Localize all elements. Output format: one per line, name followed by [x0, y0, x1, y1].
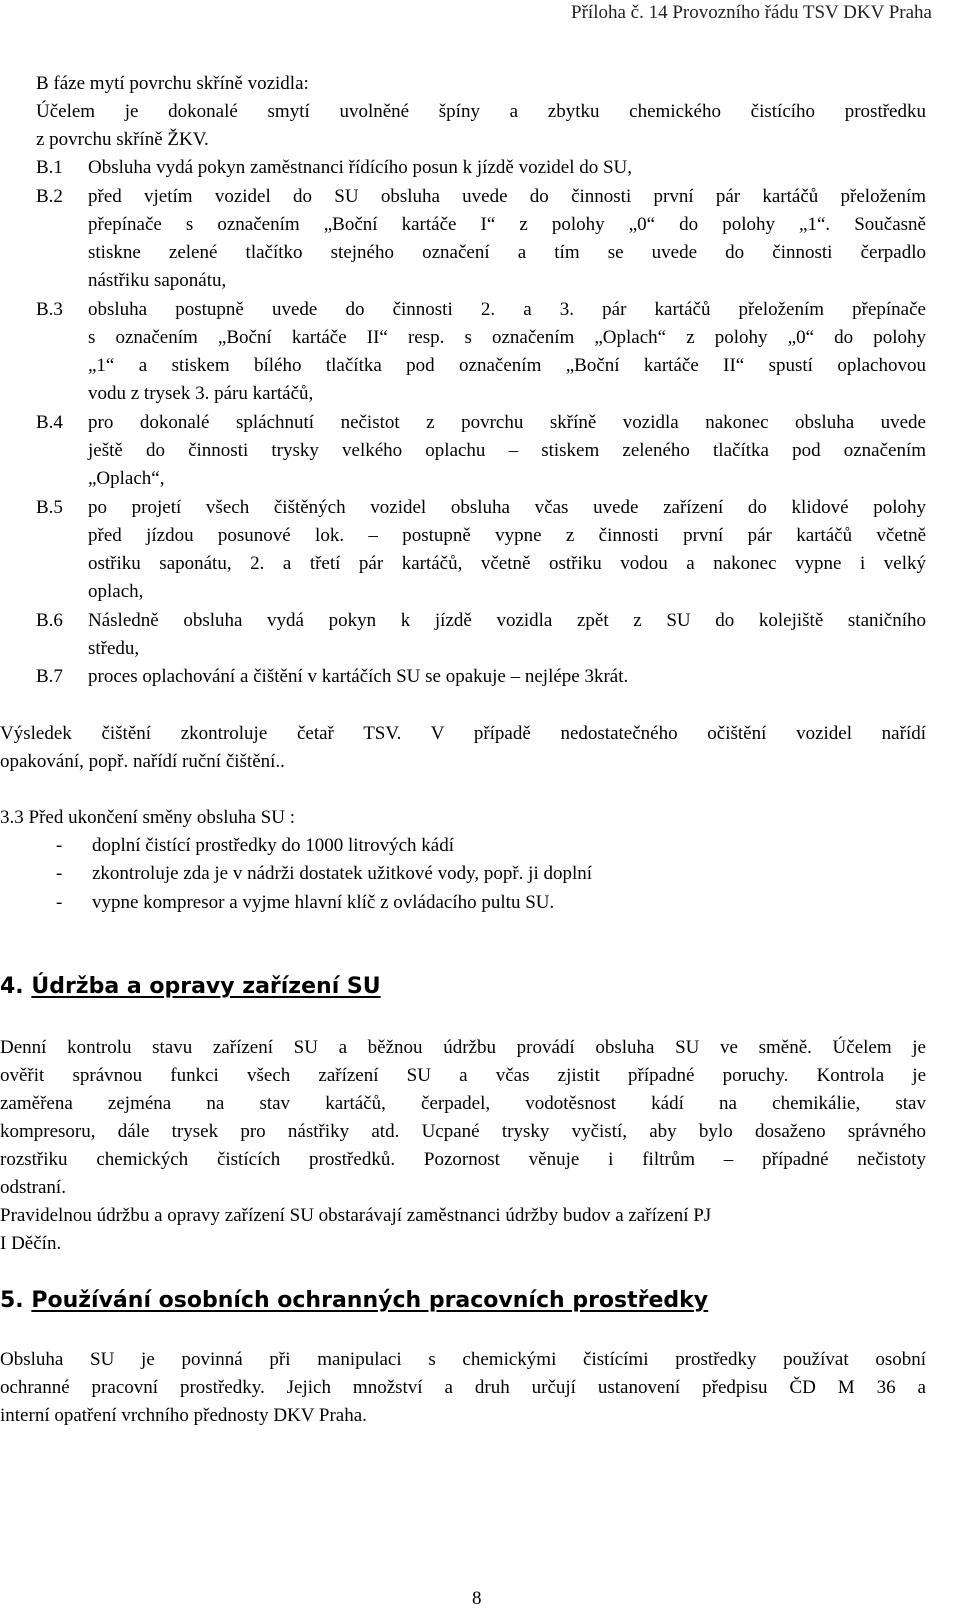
section-5-paragraph-line: interní opatření vrchního přednosty DKV Praha. [0, 1405, 367, 1426]
item-text-line: „1“ a stiskem bílého tlačítka pod označením „Boční kartáče II“ spustí oplachovou [88, 355, 926, 376]
item-text-line: s označením „Boční kartáče II“ resp. s označením „Oplach“ z polohy „0“ do polohy [88, 327, 926, 348]
item-text-line: ještě do činnosti trysky velkého oplachu – stiskem zeleného tlačítka pod označením [88, 440, 926, 461]
item-text-line: středu, [88, 638, 140, 659]
section-4-paragraph-line: rozstřiku chemických čistících prostředků. Pozornost věnuje i filtrům – případné nečistoty [0, 1149, 926, 1170]
list-item: zkontroluje zda je v nádrži dostatek užitkové vody, popř. ji doplní [92, 863, 593, 884]
section-4-heading [0, 972, 381, 1002]
section-4-paragraph-line: Pravidelnou údržbu a opravy zařízení SU obstarávají zaměstnanci údržby budov a zařízení PJ [0, 1205, 712, 1226]
section-4-paragraph-line: zaměřena zejména na stav kartáčů, čerpadel, vodotěsnost kádí na chemikálie, stav [0, 1093, 926, 1114]
item-number: B.5 [36, 497, 63, 518]
item-text-line: Obsluha vydá pokyn zaměstnanci řídícího posun k jízdě vozidel do SU, [88, 157, 633, 178]
section-4-number: 4. [0, 974, 24, 999]
item-text-line: „Oplach“, [88, 468, 165, 489]
result-paragraph-line: Výsledek čištění zkontroluje četař TSV. V případě nedostatečného očištění vozidel nařídí [0, 723, 926, 744]
section-5-heading [0, 1286, 708, 1316]
item-text-line: stiskne zelené tlačítko stejného označení a tím se uvede do činnosti čerpadlo [88, 242, 926, 263]
item-number: B.6 [36, 610, 63, 631]
item-number: B.3 [36, 299, 63, 320]
section-4-paragraph-line: ověřit správnou funkci všech zařízení SU a včas zjistit případné poruchy. Kontrola je [0, 1065, 926, 1086]
phase-b-title: B fáze mytí povrchu skříně vozidla: [36, 73, 309, 94]
section-5-title: Používání osobních ochranných pracovních prostředky [31, 1288, 709, 1313]
item-number: B.7 [36, 666, 63, 687]
section-5-number: 5. [0, 1288, 24, 1313]
item-number: B.1 [36, 157, 63, 178]
section-4-title: Údržba a opravy zařízení SU [31, 974, 381, 999]
section-4-paragraph-line: odstraní. [0, 1177, 66, 1198]
item-number: B.4 [36, 412, 63, 433]
item-text-line: před vjetím vozidel do SU obsluha uvede do činnosti první pár kartáčů přeložením [88, 186, 926, 207]
item-text-line: pro dokonalé spláchnutí nečistot z povrchu skříně vozidla nakonec obsluha uvede [88, 412, 926, 433]
section-4-paragraph-line: kompresoru, dále trysek pro nástřiky atd. Ucpané trysky vyčistí, aby bylo dosaženo správného [0, 1121, 926, 1142]
list-item: doplní čistící prostředky do 1000 litrových kádí [92, 835, 455, 856]
phase-b-purpose-line: Účelem je dokonalé smytí uvolněné špíny a zbytku chemického čistícího prostředku [36, 101, 926, 122]
item-text-line: obsluha postupně uvede do činnosti 2. a 3. pár kartáčů přeložením přepínače [88, 299, 926, 320]
page-number: 8 [472, 1588, 482, 1609]
list-dash: - [56, 892, 63, 913]
page-header: Příloha č. 14 Provozního řádu TSV DKV Praha [571, 2, 932, 23]
item-text-line: Následně obsluha vydá pokyn k jízdě vozidla zpět z SU do kolejiště staničního [88, 610, 926, 631]
list-item: vypne kompresor a vyjme hlavní klíč z ovládacího pultu SU. [92, 892, 555, 913]
item-text-line: přepínače s označením „Boční kartáče I“ z polohy „0“ do polohy „1“. Současně [88, 214, 926, 235]
item-text-line: vodu z trysek 3. páru kartáčů, [88, 383, 314, 404]
section-5-paragraph-line: ochranné pracovní prostředky. Jejich množství a druh určují ustanovení předpisu ČD M 36 a [0, 1377, 926, 1398]
phase-b-purpose-line: z povrchu skříně ŽKV. [36, 129, 209, 150]
section-3-3-title: 3.3 Před ukončení směny obsluha SU : [0, 807, 296, 828]
item-text-line: po projetí všech čištěných vozidel obsluha včas uvede zařízení do klidové polohy [88, 497, 926, 518]
section-4-paragraph-line: I Děčín. [0, 1233, 62, 1254]
list-dash: - [56, 863, 63, 884]
section-4-paragraph-line: Denní kontrolu stavu zařízení SU a běžnou údržbu provádí obsluha SU ve směně. Účelem je [0, 1037, 926, 1058]
section-5-paragraph-line: Obsluha SU je povinná při manipulaci s chemickými čistícími prostředky používat osobní [0, 1349, 926, 1370]
item-text-line: proces oplachování a čištění v kartáčích SU se opakuje – nejlépe 3krát. [88, 666, 629, 687]
result-paragraph-line: opakování, popř. nařídí ruční čištění.. [0, 751, 285, 772]
list-dash: - [56, 835, 63, 856]
item-text-line: nástřiku saponátu, [88, 270, 227, 291]
item-text-line: oplach, [88, 581, 144, 602]
item-text-line: před jízdou posunové lok. – postupně vypne z činnosti první pár kartáčů včetně [88, 525, 926, 546]
item-text-line: ostřiku saponátu, 2. a třetí pár kartáčů, včetně ostřiku vodou a nakonec vypne i velký [88, 553, 926, 574]
item-number: B.2 [36, 186, 63, 207]
